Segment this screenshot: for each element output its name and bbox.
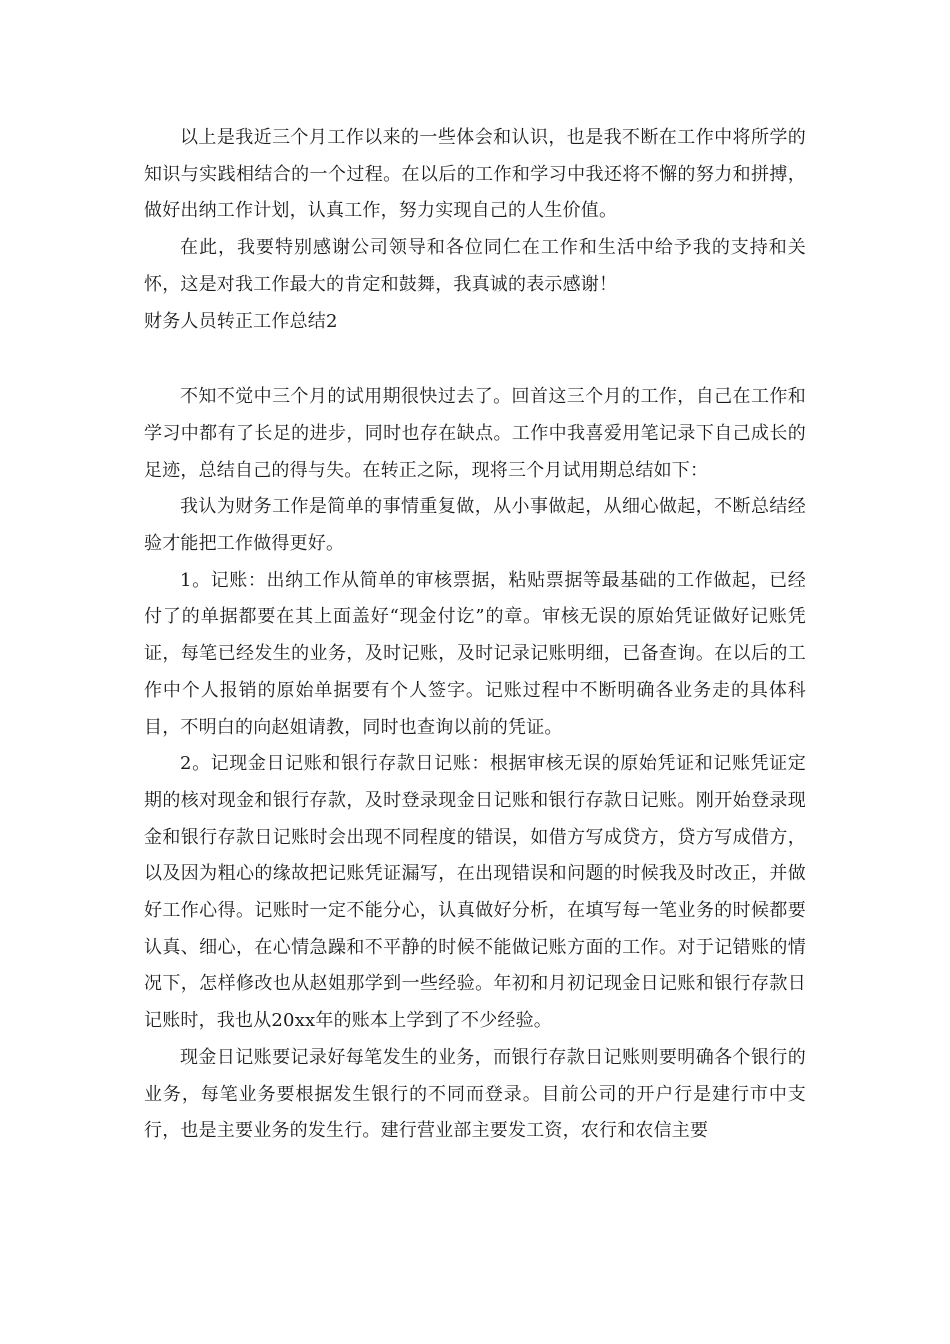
paragraph-thanks: 在此，我要特别感谢公司领导和各位同仁在工作和生活中给予我的支持和关怀，这是对我工作最大的肯定和鼓舞，我真诚的表示感谢！	[144, 237, 806, 295]
paragraph-journals: 2。记现金日记账和银行存款日记账：根据审核无误的原始凭证和记账凭证定期的核对现金和银行存款，及时登录现金日记账和银行存款日记账。刚开始登录现金和银行存款日记账时会出现不同程度的错误，如借方写成贷方，贷方写成借方，以及因为粗心的缘故把记账凭证漏写，在出现错误和问题的时候我及时改正，并做好工作心得。记账时一定不能分心，认真做好分析，在填写每一笔业务的时候都要认真、细心，在心情急躁和不平静的时候不能做记账方面的工作。对于记错账的情况下，怎样修改也从赵姐那学到一些经验。年初和月初记现金日记账和银行存款日记账时，我也从20xx年的账本上学到了不少经验。	[144, 753, 806, 1032]
document-body	[144, 120, 806, 1150]
paragraph-view: 我认为财务工作是简单的事情重复做，从小事做起，从细心做起，不断总结经验才能把工作做得更好。	[144, 496, 806, 555]
paragraph-cash-journal: 现金日记账要记录好每笔发生的业务，而银行存款日记账则要明确各个银行的业务，每笔业务要根据发生银行的不同而登录。目前公司的开户行是建行市中支行，也是主要业务的发生行。建行营业部主要发工资，农行和农信主要	[144, 1046, 806, 1142]
section-heading: 财务人员转正工作总结2	[144, 310, 338, 332]
paragraph-summary: 以上是我近三个月工作以来的一些体会和认识，也是我不断在工作中将所学的知识与实践相结合的一个过程。在以后的工作和学习中我还将不懈的努力和拼搏，做好出纳工作计划，认真工作，努力实现自己的人生价值。	[144, 127, 806, 222]
paragraph-intro: 不知不觉中三个月的试用期很快过去了。回首这三个月的工作，自己在工作和学习中都有了长足的进步，同时也存在缺点。工作中我喜爱用笔记录下自己成长的足迹，总结自己的得与失。在转正之际，现将三个月试用期总结如下：	[144, 386, 806, 481]
paragraph-bookkeeping: 1。记账：出纳工作从简单的审核票据，粘贴票据等最基础的工作做起，已经付了的单据都要在其上面盖好“现金付讫”的章。审核无误的原始凭证做好记账凭证，每笔已经发生的业务，及时记账，及时记录记账明细，已备查询。在以后的工作中个人报销的原始单据要有个人签字。记账过程中不断明确各业务走的具体科目，不明白的向赵姐请教，同时也查询以前的凭证。	[144, 569, 806, 738]
